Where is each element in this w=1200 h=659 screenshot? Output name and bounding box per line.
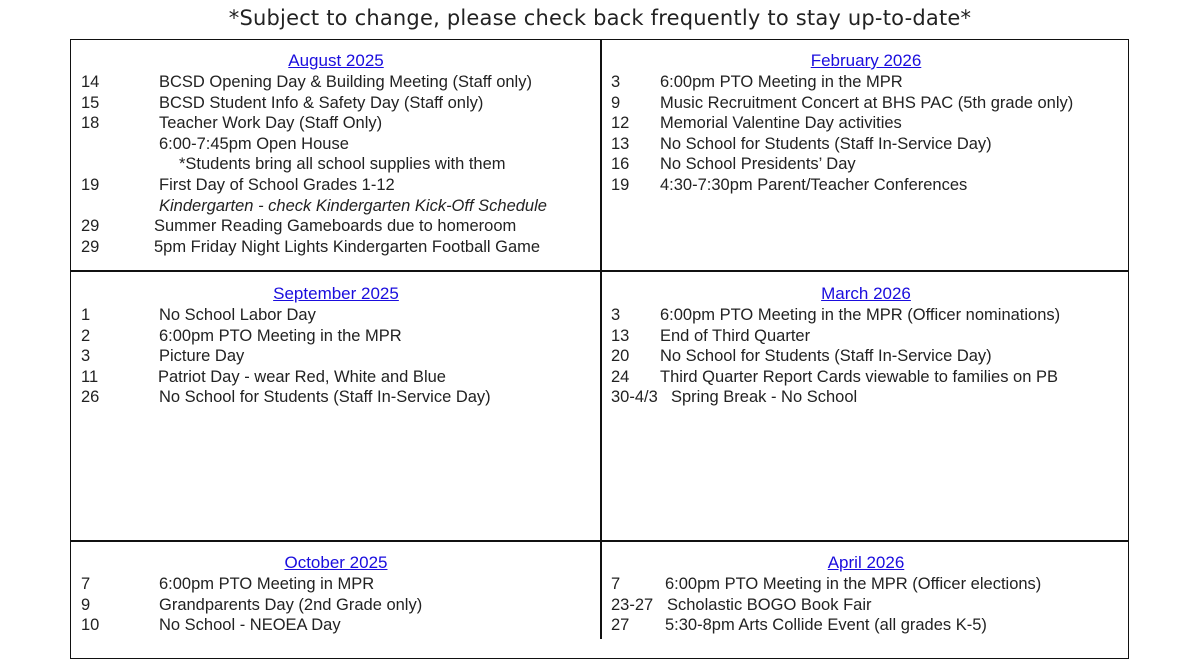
month-link-august-2025[interactable]: August 2025 [288, 51, 384, 70]
list-item [81, 216, 591, 237]
event-text: Grandparents Day (2nd Grade only) [159, 595, 423, 614]
event-date: 20 [611, 347, 630, 366]
event-date: 29 [81, 237, 100, 256]
month-cell-august-2025 [81, 51, 591, 257]
event-text: Kindergarten - check Kindergarten Kick-Off Schedule [159, 196, 547, 215]
list-item [611, 154, 1121, 175]
event-text: No School Presidents’ Day [660, 155, 856, 174]
event-text: No School for Students (Staff In-Service Day) [660, 134, 992, 153]
event-date: 3 [611, 306, 621, 324]
event-text: Scholastic BOGO Book Fair [667, 595, 872, 614]
event-text: Summer Reading Gameboards due to homeroom [154, 217, 517, 236]
event-text: Music Recruitment Concert at BHS PAC (5th grade only) [660, 93, 1074, 112]
event-date: 3 [611, 73, 621, 91]
list-item [81, 367, 591, 388]
list-item [611, 387, 1121, 408]
event-date: 3 [81, 347, 91, 366]
event-text: *Students bring all school supplies with them [179, 155, 506, 174]
event-text: BCSD Student Info & Safety Day (Staff only) [159, 93, 484, 112]
event-date: 12 [611, 114, 630, 133]
list-item [81, 595, 591, 616]
event-text: First Day of School Grades 1-12 [159, 175, 395, 194]
list-item [81, 346, 591, 367]
event-date: 7 [611, 575, 621, 593]
list-item [81, 175, 591, 196]
month-link-february-2026[interactable]: February 2026 [810, 51, 922, 70]
list-item [611, 595, 1121, 616]
event-text: Memorial Valentine Day activities [660, 114, 902, 133]
event-text: No School for Students (Staff In-Service Day) [159, 388, 491, 407]
event-text: BCSD Opening Day & Building Meeting (Staff only) [159, 73, 532, 91]
event-date: 19 [611, 175, 630, 194]
list-item [611, 175, 1121, 196]
list-item [81, 305, 591, 326]
event-date: 24 [611, 367, 630, 386]
list-item [611, 574, 1121, 595]
column-divider [600, 39, 602, 639]
event-date: 27 [611, 616, 630, 635]
event-text: 6:00pm PTO Meeting in the MPR [660, 73, 903, 91]
month-cell-september-2025 [81, 284, 591, 408]
event-text: Patriot Day - wear Red, White and Blue [158, 367, 446, 386]
list-item [81, 113, 591, 134]
event-date: 16 [611, 155, 630, 174]
list-item [81, 615, 591, 636]
event-date: 13 [611, 326, 630, 345]
month-cell-march-2026 [611, 284, 1121, 408]
event-date: 23-27 [611, 595, 654, 614]
event-text: 5pm Friday Night Lights Kindergarten Football Game [154, 237, 541, 256]
schedule-disclaimer: *Subject to change, please check back frequently to stay up-to-date* [228, 6, 972, 30]
event-text: Teacher Work Day (Staff Only) [159, 114, 383, 133]
event-date: 2 [81, 326, 91, 345]
event-date: 9 [81, 595, 91, 614]
event-text: No School - NEOEA Day [159, 616, 341, 635]
event-date: 13 [611, 134, 630, 153]
list-item [81, 134, 591, 155]
month-cell-april-2026 [611, 553, 1121, 636]
month-link-march-2026[interactable]: March 2026 [821, 284, 911, 303]
list-item [611, 326, 1121, 347]
event-text: 6:00pm PTO Meeting in MPR [159, 575, 375, 593]
list-item [611, 346, 1121, 367]
month-cell-october-2025 [81, 553, 591, 636]
list-item [611, 615, 1121, 636]
month-link-october-2025[interactable]: October 2025 [284, 553, 388, 572]
event-date: 14 [81, 73, 100, 91]
list-item [611, 113, 1121, 134]
event-date: 9 [611, 93, 621, 112]
event-date: 26 [81, 388, 100, 407]
event-text: Spring Break - No School [671, 388, 858, 407]
event-text: Picture Day [159, 347, 245, 366]
month-link-april-2026[interactable]: April 2026 [827, 553, 905, 572]
list-item [81, 196, 591, 217]
list-item [611, 72, 1121, 93]
event-date: 15 [81, 93, 100, 112]
list-item [611, 367, 1121, 388]
list-item [611, 134, 1121, 155]
event-text: 6:00pm PTO Meeting in the MPR (Officer elections) [665, 575, 1042, 593]
event-text: 6:00pm PTO Meeting in the MPR [159, 326, 402, 345]
event-date: 29 [81, 217, 100, 236]
month-cell-february-2026 [611, 51, 1121, 196]
event-date: 19 [81, 175, 100, 194]
list-item [81, 326, 591, 347]
event-text: No School Labor Day [159, 306, 316, 324]
event-text: 5:30-8pm Arts Collide Event (all grades K-5) [665, 616, 987, 635]
list-item [81, 387, 591, 408]
list-item [611, 93, 1121, 114]
event-text: 4:30-7:30pm Parent/Teacher Conferences [660, 175, 968, 194]
list-item [81, 72, 591, 93]
event-text: 6:00-7:45pm Open House [159, 134, 349, 153]
row-divider-2 [70, 540, 1129, 542]
list-item [611, 305, 1121, 326]
event-text: Third Quarter Report Cards viewable to families on PB [660, 367, 1058, 386]
event-date: 7 [81, 575, 91, 593]
event-text: 6:00pm PTO Meeting in the MPR (Officer nominations) [660, 306, 1061, 324]
event-date: 1 [81, 306, 91, 324]
list-item [81, 237, 591, 258]
list-item [81, 154, 591, 175]
event-date: 11 [81, 367, 99, 386]
month-link-september-2025[interactable]: September 2025 [273, 284, 399, 303]
event-date: 18 [81, 114, 100, 133]
list-item [81, 93, 591, 114]
event-text: End of Third Quarter [660, 326, 811, 345]
event-date: 30-4/3 [611, 388, 658, 407]
event-date: 10 [81, 616, 100, 635]
list-item [81, 574, 591, 595]
event-text: No School for Students (Staff In-Service Day) [660, 347, 992, 366]
row-divider-1 [70, 270, 1129, 272]
